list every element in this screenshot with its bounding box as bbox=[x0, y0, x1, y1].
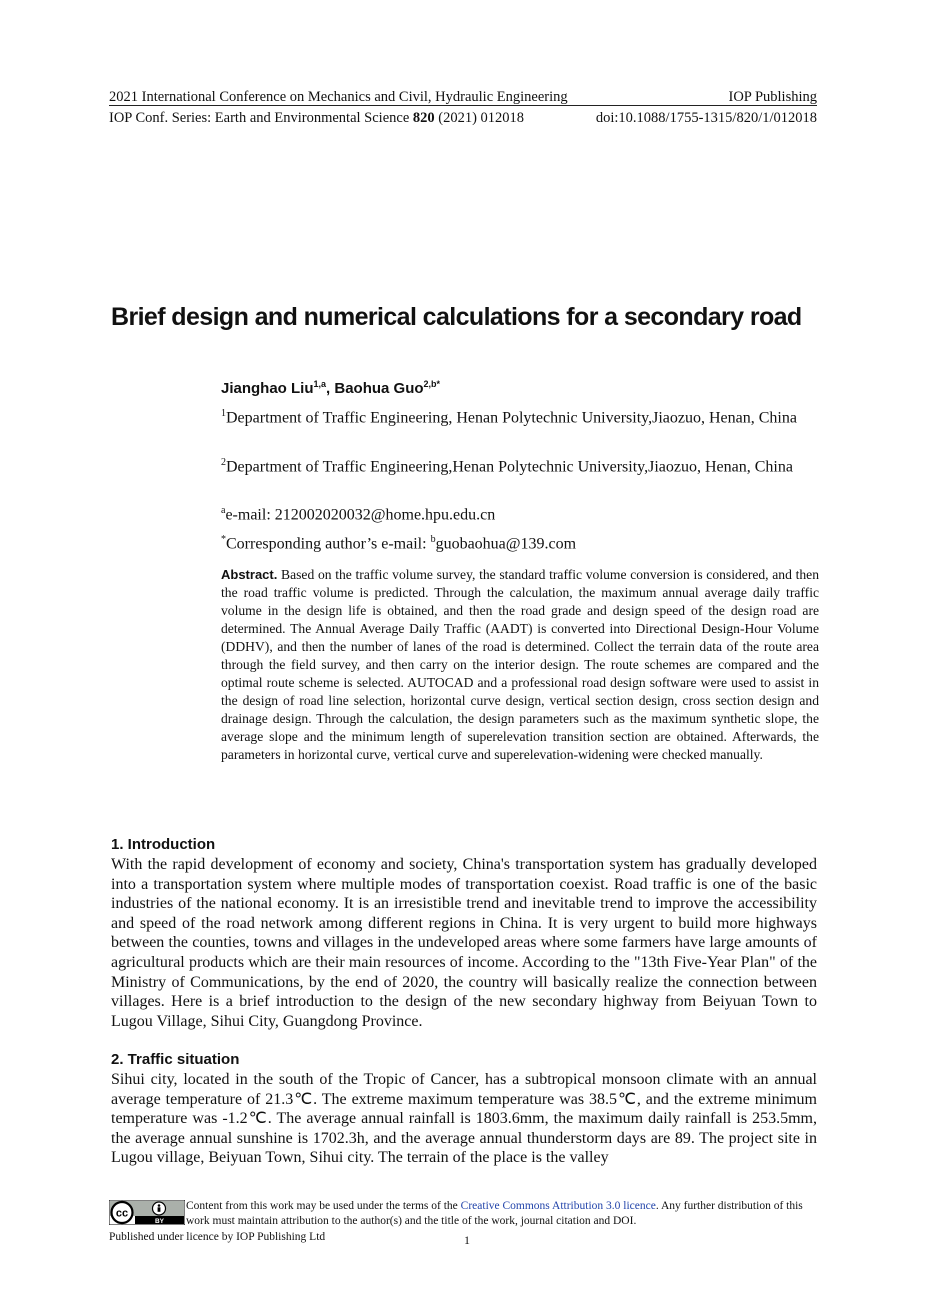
series-suffix: (2021) 012018 bbox=[434, 110, 525, 126]
license-text-pre: Content from this work may be used under the terms of the bbox=[186, 1200, 461, 1212]
series-prefix: IOP Conf. Series: Earth and Environmental Science bbox=[109, 110, 413, 126]
corr-email-sup: b bbox=[430, 534, 436, 545]
publisher-name: IOP Publishing bbox=[728, 89, 817, 105]
affiliation-1-sup: 1 bbox=[221, 408, 226, 419]
affiliation-2-text: Department of Traffic Engineering,Henan Polytechnic University,Jiaozuo, Henan, China bbox=[226, 458, 793, 476]
license-notice bbox=[186, 1199, 818, 1229]
email-sup: a bbox=[221, 505, 226, 516]
author-line bbox=[221, 374, 440, 399]
affiliation-1 bbox=[221, 404, 817, 428]
corresponding-author bbox=[221, 530, 817, 554]
series-info bbox=[109, 109, 524, 127]
abstract-text: Based on the traffic volume survey, the standard traffic volume conversion is considered, and then the road traffic volume is predicted. Through the calculation, the maximum annual average daily traffic volume in the design life is obtained, and then the road grade and design speed of the design road are determined. The Annual Average Daily Traffic (AADT) is converted into Directional Design-Hour Volume (DDHV), and then the number of lanes of the road is determined. Collect the terrain data of the route area through the field survey, and then carry on the interior design. The route schemes are compared and the optimal route scheme is selected. AUTOCAD and a professional road design software were used to assist in the design of road line selection, horizontal curve design, vertical section design, cross section design and drainage design. Through the calculation, the design parameters such as the maximum synthetic slope, the average slope and the minimum length of superelevation transition section are obtained. Afterwards, the parameters in horizontal curve, vertical curve and superelevation-widening were checked manually. bbox=[221, 567, 819, 762]
by-label: BY bbox=[154, 1218, 165, 1225]
corr-text: Corresponding author’s e-mail: bbox=[226, 535, 431, 553]
author-1-sup: 1,a bbox=[313, 379, 327, 389]
author-1: Jianghao Liu bbox=[221, 380, 314, 397]
abstract-label: Abstract. bbox=[221, 567, 278, 582]
section-body-introduction: With the rapid development of economy and society, China's transportation system has gradually developed into a transportation system where multiple modes of transportation coexist. Road traffic is one of the basic industries of the national economy. It is an irresistible trend and inevitable trend to improve the accessibility and speed of the road network among different regions in China. It is very urgent to build more highways between the counties, towns and villages in the undeveloped areas where some farmers have large amounts of agricultural products which are their main resources of income. According to the "13th Five-Year Plan" of the Ministry of Communications, by the end of 2020, the country will basically realize the connection between villages. Here is a brief introduction to the design of the new secondary highway from Beiyuan Town to Lugou Village, Sihui City, Guangdong Province. bbox=[111, 856, 817, 1030]
license-link[interactable]: Creative Commons Attribution 3.0 licence bbox=[460, 1200, 656, 1212]
section-body-traffic: Sihui city, located in the south of the Tropic of Cancer, has a subtropical monsoon climate with an annual average temperature of 21.3℃. The extreme maximum temperature was 38.5℃, and the extreme minimum temperature was -1.2℃. The average annual rainfall is 1803.6mm, the maximum daily rainfall is 253.5mm, the average annual sunshine is 1702.3h, and the average annual thunderstorm days are 89. The project site in Lugou village, Beiyuan Town, Sihui city. The terrain of the place is the valley bbox=[111, 1071, 817, 1167]
affiliation-2-sup: 2 bbox=[221, 457, 226, 468]
author-2-sup: 2,b* bbox=[423, 379, 441, 389]
author-2: Baohua Guo bbox=[334, 380, 424, 397]
cc-label: cc bbox=[115, 1207, 129, 1220]
corr-email[interactable]: guobaohua@139.com bbox=[435, 535, 577, 553]
email-text[interactable]: e-mail: 212002020032@home.hpu.edu.cn bbox=[225, 506, 496, 524]
affiliation-1-text: Department of Traffic Engineering, Henan Polytechnic University,Jiaozuo, Henan, China bbox=[226, 409, 797, 427]
affiliation-2 bbox=[221, 453, 817, 477]
published-by: Published under licence by IOP Publishing Ltd bbox=[109, 1231, 326, 1243]
author-separator: , bbox=[326, 380, 335, 397]
paper-title: Brief design and numerical calculations for a secondary road bbox=[111, 303, 802, 331]
cc-by-license-icon bbox=[109, 1200, 185, 1225]
series-volume: 820 bbox=[412, 110, 435, 126]
author-email bbox=[221, 501, 817, 525]
conference-name: 2021 International Conference on Mechanics and Civil, Hydraulic Engineering bbox=[109, 89, 568, 105]
abstract bbox=[221, 566, 819, 764]
corr-sup: * bbox=[221, 534, 226, 545]
doi[interactable]: doi:10.1088/1755-1315/820/1/012018 bbox=[595, 110, 817, 126]
section-heading-traffic: 2. Traffic situation bbox=[111, 1051, 240, 1068]
section-heading-introduction: 1. Introduction bbox=[111, 836, 216, 853]
header-rule bbox=[109, 105, 817, 106]
page-number: 1 bbox=[464, 1233, 470, 1247]
license-text-post: . Any further distribution of this work must maintain attribution to the author(s) and the title of the work, journal citation and DOI. bbox=[186, 1200, 803, 1227]
